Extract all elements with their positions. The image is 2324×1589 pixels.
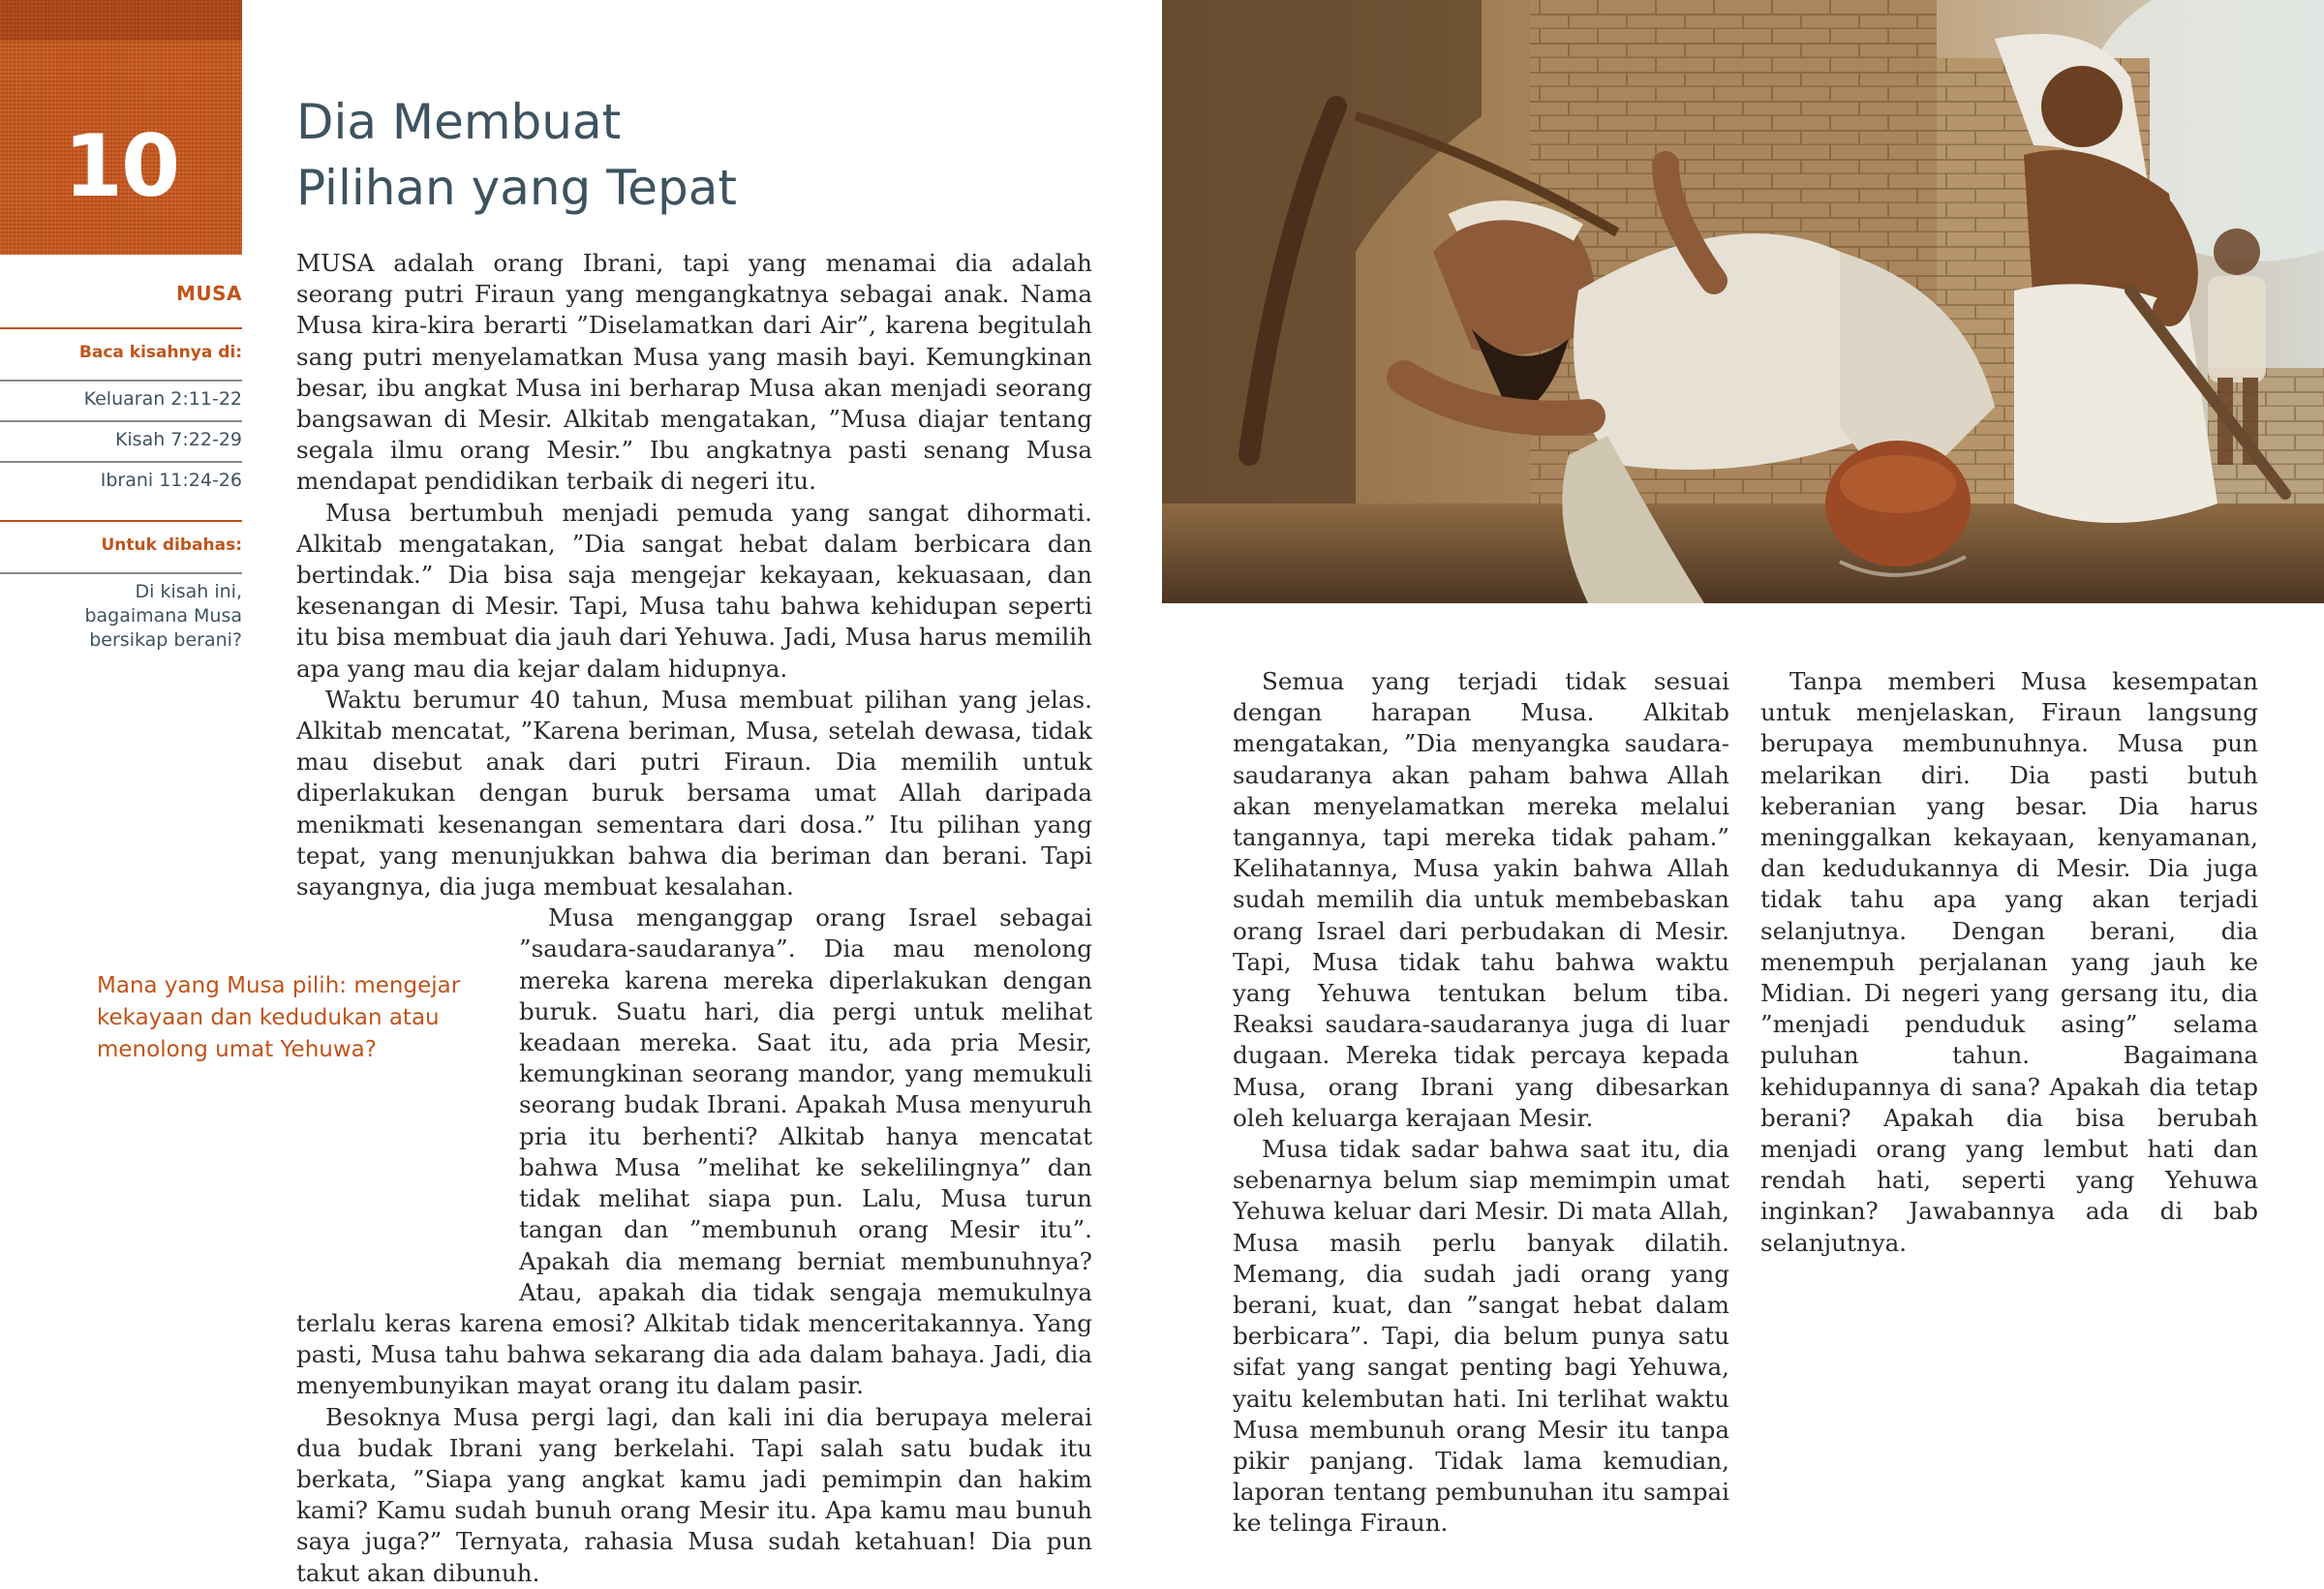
article-column-right [1760,666,2258,1259]
sidebar-discuss-label: Untuk dibahas: [101,535,242,555]
discussion-question: Di kisah ini, bagaimana Musa bersikap berani? [84,581,242,651]
paragraph: Musa tidak sadar bahwa saat itu, dia sebenarnya belum siap memimpin umat Yehuwa keluar dari Mesir. Di mata Allah, Musa masih perlu banyak dilatih. Memang, dia sudah jadi orang yang berani, kuat, dan ”sangat hebat dalam berbicara”. Tapi, dia belum punya satu sifat yang sangat penting bagi Yehuwa, yaitu kelembutan hati. Ini terlihat waktu Musa membunuh orang Mesir itu tanpa pikir panjang. Tidak lama kemudian, laporan tentang pembunuhan itu sampai ke telinga Firaun. [1233,1135,1729,1538]
sidebar-divider [0,572,242,574]
scripture-reference-link[interactable]: Ibrani 11:24-26 [100,470,242,491]
sidebar-divider [0,420,242,422]
paragraph-text: Musa menganggap orang Israel sebagai ”saudara-saudaranya”. Dia mau menolong mereka karena mereka diperlakukan dengan buruk. Suatu hari, dia pergi untuk melihat keadaan mereka. Saat itu, ada pria Mesir, kemungkinan seorang mandor, yang memukuli seorang budak Ibrani. Apakah Musa menyuruh pria itu berhenti? Alkitab hanya mencatat bahwa Musa ”melihat ke sekelilingnya” dan tidak melihat siapa pun. Lalu, Musa turun tangan dan ”membunuh orang Mesir itu”. Apakah dia memang berniat membunuhnya? Atau, apakah dia tidak sengaja memukulnya terlalu keras karena emosi? Alkitab tidak menceritakannya. Yang pasti, Musa tahu bahwa sekarang dia ada dalam bahaya. Jadi, dia menyembunyikan mayat orang itu dalam pasir. [296,903,1092,1400]
paragraph: Besoknya Musa pergi lagi, dan kali ini dia berupaya melerai dua budak Ibrani yang berkelahi. Tapi salah satu budak itu berkata, ”Siapa yang angkat kamu jadi pemimpin dan hakim kami? Kamu sudah bunuh orang Mesir itu. Apa kamu mau bunuh saya juga?” Ternyata, rahasia Musa sudah ketahuan! Dia pun takut akan dibunuh. [296,1402,1092,1587]
scripture-reference-link[interactable]: Keluaran 2:11-22 [83,388,242,410]
article-column-left [296,248,1092,1589]
scripture-reference-link[interactable]: Kisah 7:22-29 [114,429,242,450]
paragraph: MUSA adalah orang Ibrani, tapi yang menamai dia adalah seorang putri Firaun yang mengangkatnya sebagai anak. Nama Musa kira-kira berarti ”Diselamatkan dari Air”, karena begitulah sang putri menyelamatkan Musa yang masih bayi. Kemungkinan besar, ibu angkat Musa ini berharap Musa akan menjadi seorang bangsawan di Mesir. Alkitab mengatakan, ”Musa diajar tentang segala ilmu orang Mesir.” Ibu angkatnya pasti senang Musa mendapat pendidikan terbaik di negeri itu. [296,249,1092,496]
sidebar-divider [0,520,242,522]
paragraph: Waktu berumur 40 tahun, Musa membuat pilihan yang jelas. Alkitab mencatat, ”Karena beriman, Musa, setelah dewasa, tidak mau disebut anak dari putri Firaun. Dia memilih untuk diperlakukan dengan buruk bersama umat Allah daripada menikmati kesenangan sementara dari dosa.” Itu pilihan yang tepat, yang menunjukkan bahwa dia beriman dan berani. Tapi sayangnya, dia juga membuat kesalahan. [296,685,1092,901]
sidebar-divider [0,380,242,382]
moses-illustration [1162,0,2324,603]
sidebar-name: MUSA [175,282,242,305]
sidebar-read-label: Baca kisahnya di: [78,343,242,362]
paragraph: Tanpa memberi Musa kesempatan untuk menjelaskan, Firaun langsung berupaya membunuhnya. Musa pun melarikan diri. Dia pasti butuh keberanian yang besar. Dia harus meninggalkan kekayaan, kenyamanan, dan kedudukannya di Mesir. Dia juga tidak tahu apa yang akan terjadi selanjutnya. Dengan berani, dia menempuh perjalanan yang jauh ke Midian. Di negeri yang gersang itu, dia ”menjadi penduduk asing” selama puluhan tahun. Bagaimana kehidupannya di sana? Apakah dia tetap berani? Apakah dia bisa berubah menjadi orang yang lembut hati dan rendah hati, seperti yang Yehuwa inginkan? Jawabannya ada di bab selanjutnya. [1760,667,2258,1257]
sidebar-divider [0,327,242,329]
chapter-tab-band [0,0,242,41]
pull-quote: Mana yang Musa pilih: mengejar kekayaan dan kedudukan atau menolong umat Yehuwa? [97,973,461,1062]
sidebar-divider [0,461,242,463]
chapter-tab [0,0,242,255]
paragraph: Semua yang terjadi tidak sesuai dengan harapan Musa. Alkitab mengatakan, ”Dia menyangka saudara-saudaranya akan paham bahwa Allah akan menyelamatkan mereka melalui tangannya, tapi mereka tidak paham.” Kelihatannya, Musa yakin bahwa Allah sudah memilih dia untuk membebaskan orang Israel dari perbudakan di Mesir. Tapi, Musa tidak tahu bahwa waktu yang Yehuwa tentukan belum tiba. Reaksi saudara-saudaranya juga di luar dugaan. Mereka tidak percaya kepada Musa, orang Ibrani yang dibesarkan oleh keluarga kerajaan Mesir. [1233,667,1729,1132]
paragraph: Musa bertumbuh menjadi pemuda yang sangat dihormati. Alkitab mengatakan, ”Dia sangat hebat dalam berbicara dan bertindak.” Dia bisa saja mengejar kekayaan, kekuasaan, dan kesenangan di Mesir. Tapi, Musa tahu bahwa kehidupan seperti itu bisa membuat dia jauh dari Yehuwa. Jadi, Musa harus memilih apa yang mau dia kejar dalam hidupnya. [296,498,1092,683]
page-title-line: Pilihan yang Tepat [296,160,737,216]
chapter-number: 10 [63,116,179,216]
page-title-line: Dia Membuat [296,94,622,150]
page-title [296,89,737,221]
article-column-middle [1233,666,1729,1540]
